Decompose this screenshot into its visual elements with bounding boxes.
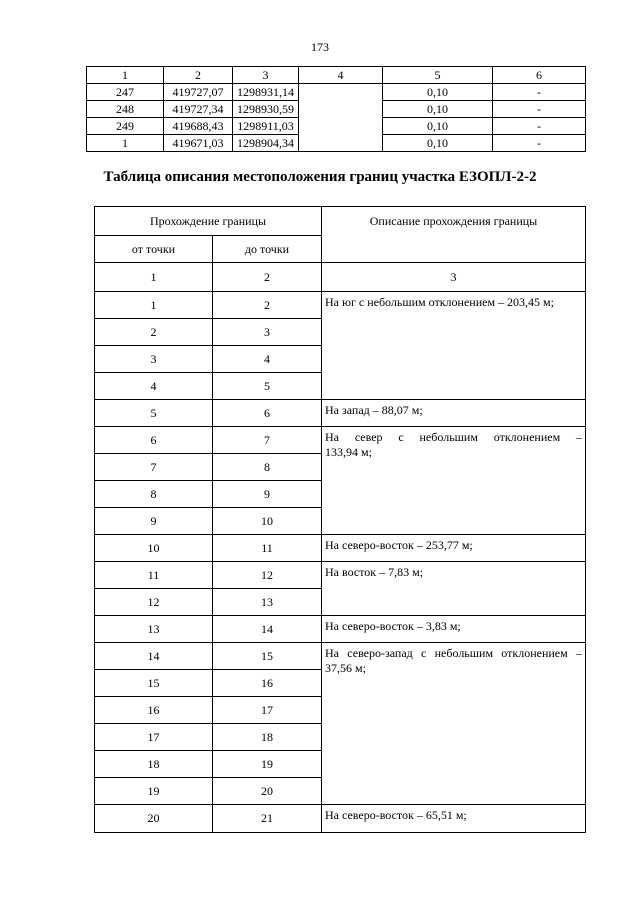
from-point: 8: [95, 481, 213, 508]
description-line: 133,94 м;: [325, 445, 372, 459]
coord-col5: 0,10: [383, 84, 493, 101]
table-row: [95, 562, 586, 589]
coord-col6: -: [493, 118, 586, 135]
boundary-description: [322, 427, 586, 535]
point-number: 1: [87, 135, 164, 152]
boundary-description: [322, 643, 586, 805]
from-point: 10: [95, 535, 213, 562]
to-point: 18: [213, 724, 322, 751]
from-point: 13: [95, 616, 213, 643]
point-number: 248: [87, 101, 164, 118]
to-point: 5: [213, 373, 322, 400]
to-point: 16: [213, 670, 322, 697]
table-row: [95, 535, 586, 562]
description-line: 37,56 м;: [325, 661, 366, 675]
coord-col5: 0,10: [383, 118, 493, 135]
header-description: Описание прохождения границы: [322, 207, 586, 263]
from-point: 3: [95, 346, 213, 373]
column-number: 1: [95, 263, 213, 292]
from-point: 4: [95, 373, 213, 400]
from-point: 1: [95, 292, 213, 319]
coord-col5: 0,10: [383, 135, 493, 152]
coord-y: 1298904,34: [233, 135, 299, 152]
to-point: 13: [213, 589, 322, 616]
description-line: На север с небольшим отклонением –: [325, 430, 582, 444]
to-point: 10: [213, 508, 322, 535]
from-point: 11: [95, 562, 213, 589]
coord-col6: -: [493, 84, 586, 101]
column-number: 2: [213, 263, 322, 292]
from-point: 16: [95, 697, 213, 724]
to-point: 9: [213, 481, 322, 508]
table-row: [95, 427, 586, 454]
header-boundary-passage: Прохождение границы: [95, 207, 322, 236]
to-point: 14: [213, 616, 322, 643]
coord-header-cell: 3: [233, 67, 299, 84]
to-point: 15: [213, 643, 322, 670]
coord-col6: -: [493, 135, 586, 152]
table-row: [95, 616, 586, 643]
table-row: [95, 400, 586, 427]
column-number: 3: [322, 263, 586, 292]
from-point: 7: [95, 454, 213, 481]
from-point: 18: [95, 751, 213, 778]
description-line: На северо-запад с небольшим отклонением –: [325, 646, 582, 660]
boundary-description-table: [94, 206, 586, 833]
to-point: 19: [213, 751, 322, 778]
coord-col5: 0,10: [383, 101, 493, 118]
coord-x: 419671,03: [164, 135, 233, 152]
from-point: 9: [95, 508, 213, 535]
section-title: Таблица описания местоположения границ участка ЕЗОПЛ-2-2: [103, 169, 537, 185]
from-point: 5: [95, 400, 213, 427]
header-to-point: до точки: [213, 236, 322, 263]
boundary-description: На запад – 88,07 м;: [322, 400, 586, 427]
coord-x: 419727,34: [164, 101, 233, 118]
to-point: 6: [213, 400, 322, 427]
to-point: 11: [213, 535, 322, 562]
coord-header-cell: 1: [87, 67, 164, 84]
coord-y: 1298930,59: [233, 101, 299, 118]
table-row: [95, 643, 586, 670]
boundary-description: На северо-восток – 65,51 м;: [322, 805, 586, 833]
table-row: [95, 805, 586, 833]
to-point: 21: [213, 805, 322, 833]
from-point: 12: [95, 589, 213, 616]
to-point: 4: [213, 346, 322, 373]
coord-x: 419688,43: [164, 118, 233, 135]
boundary-description: На северо-восток – 253,77 м;: [322, 535, 586, 562]
coord-x: 419727,07: [164, 84, 233, 101]
coordinates-table: [86, 66, 586, 152]
boundary-description: На юг с небольшим отклонением – 203,45 м;: [322, 292, 586, 400]
to-point: 12: [213, 562, 322, 589]
coord-header-cell: 4: [299, 67, 383, 84]
from-point: 2: [95, 319, 213, 346]
to-point: 17: [213, 697, 322, 724]
from-point: 14: [95, 643, 213, 670]
desc-header-row: [95, 207, 586, 236]
coord-header-row: [87, 67, 586, 84]
coord-header-cell: 5: [383, 67, 493, 84]
to-point: 8: [213, 454, 322, 481]
to-point: 2: [213, 292, 322, 319]
header-from-point: от точки: [95, 236, 213, 263]
column-numbers-row: [95, 263, 586, 292]
coord-y: 1298931,14: [233, 84, 299, 101]
table-row: [95, 292, 586, 319]
coord-header-cell: 6: [493, 67, 586, 84]
boundary-description: На восток – 7,83 м;: [322, 562, 586, 616]
coord-header-cell: 2: [164, 67, 233, 84]
to-point: 3: [213, 319, 322, 346]
from-point: 20: [95, 805, 213, 833]
from-point: 19: [95, 778, 213, 805]
boundary-description: На северо-восток – 3,83 м;: [322, 616, 586, 643]
coord-col4-merged: [299, 84, 383, 152]
point-number: 247: [87, 84, 164, 101]
table-row: [87, 84, 586, 101]
coord-col6: -: [493, 101, 586, 118]
page-number: 173: [311, 40, 329, 54]
to-point: 20: [213, 778, 322, 805]
to-point: 7: [213, 427, 322, 454]
coord-y: 1298911,03: [233, 118, 299, 135]
from-point: 17: [95, 724, 213, 751]
point-number: 249: [87, 118, 164, 135]
from-point: 6: [95, 427, 213, 454]
from-point: 15: [95, 670, 213, 697]
